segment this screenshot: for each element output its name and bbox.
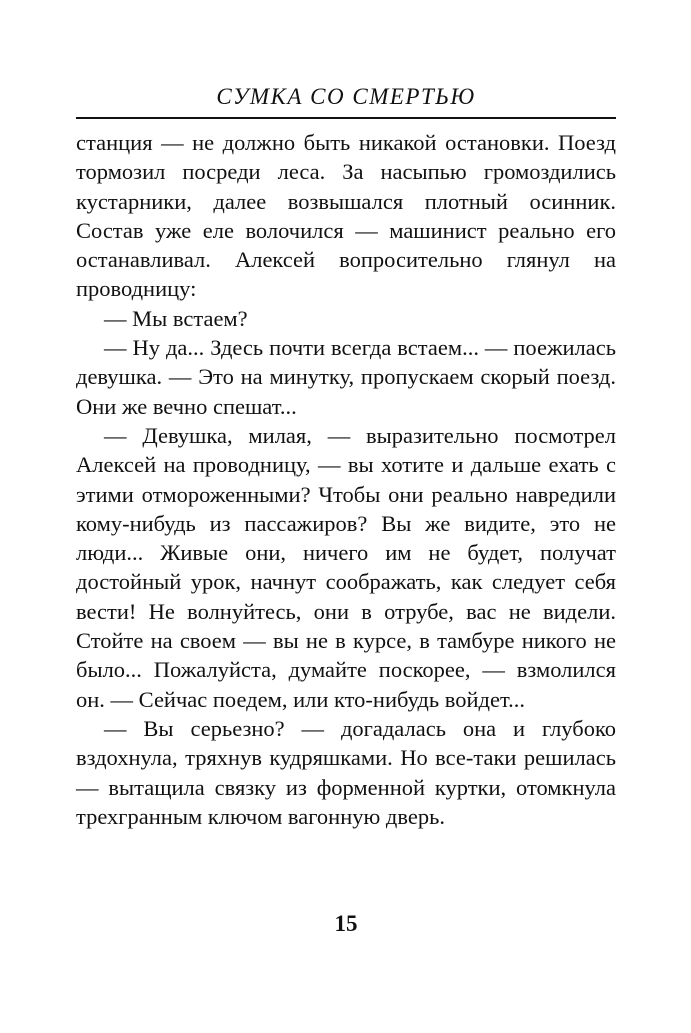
body-text: [76, 128, 616, 831]
paragraph-4: — Девушка, милая, — выразительно посмотрел Алексей на проводницу, — вы хотите и дальше ехать с этими отмороженными? Чтобы они реально навредили кому-нибудь из пассажиров? Вы же видите, это не люди... Живые они, ничего им не будет, получат достойный урок, начнут соображать, как следует себя вести! Не волнуйтесь, они в отрубе, вас не видели. Стойте на своем — вы не в курсе, в тамбуре никого не было... Пожалуйста, думайте поскорее, — взмолился он. — Сейчас поедем, или кто-нибудь войдет...: [76, 422, 616, 712]
paragraph-1: станция — не должно быть никакой остановки. Поезд тормозил посреди леса. За насыпью громоздились кустарники, далее возвышался плотный осинник. Состав уже еле волочился — машинист реально его останавливал. Алексей вопросительно глянул на проводницу:: [76, 130, 616, 302]
paragraph-3: — Ну да... Здесь почти всегда встаем... — поежилась девушка. — Это на минутку, пропускаем скорый поезд. Они же вечно спешат...: [76, 335, 616, 419]
running-head-title: СУМКА СО СМЕРТЬЮ: [216, 84, 476, 109]
paragraph-5: — Вы серьезно? — догадалась она и глубоко вздохнула, тряхнув кудряшками. Но все-таки решилась — вытащила связку из форменной куртки, отомкнула трехгранным ключом вагонную дверь.: [76, 715, 616, 829]
page-number: 15: [334, 911, 358, 936]
paragraph-2: — Мы встаем?: [104, 305, 248, 331]
header-rule: [76, 117, 616, 119]
